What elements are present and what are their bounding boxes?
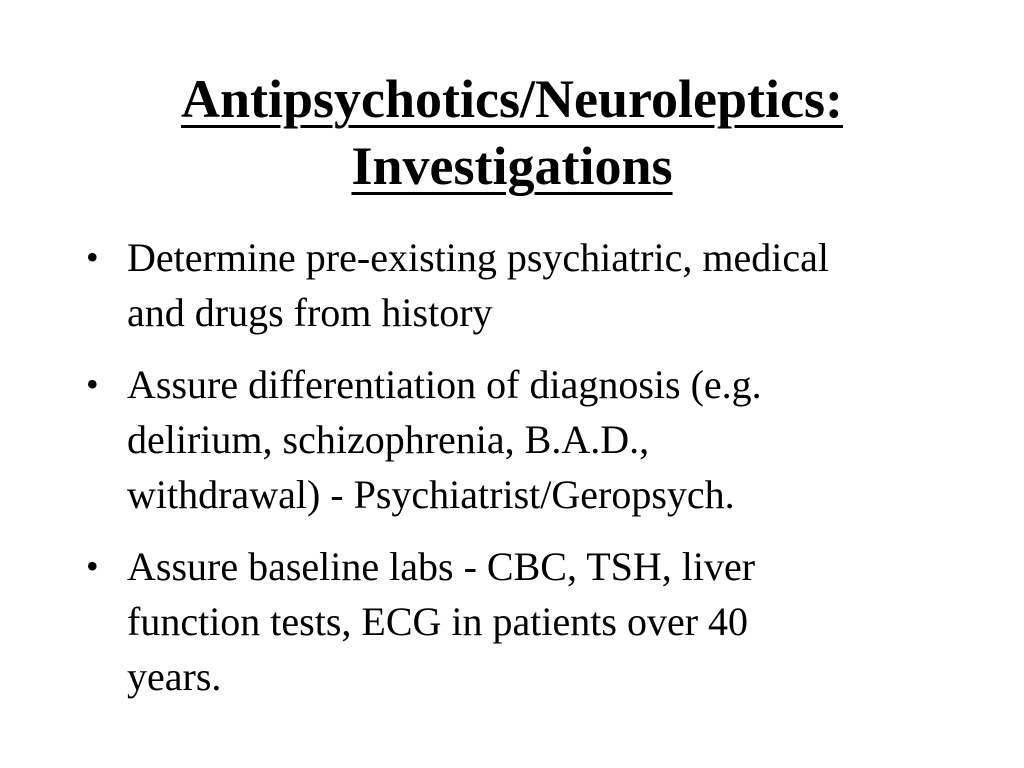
bullet-text-line: Determine pre-existing psychiatric, medical bbox=[127, 235, 829, 280]
bullet-text-line: delirium, schizophrenia, B.A.D., bbox=[127, 417, 650, 462]
bullet-dot-icon: • bbox=[86, 364, 99, 404]
bullet-item bbox=[86, 539, 986, 704]
bullet-text-line: years. bbox=[127, 654, 222, 699]
bullet-list bbox=[86, 230, 986, 721]
slide-title bbox=[0, 66, 1024, 200]
bullet-dot-icon: • bbox=[86, 237, 99, 277]
bullet-text-line: Assure baseline labs - CBC, TSH, liver bbox=[127, 544, 756, 589]
bullet-text-line: Assure differentiation of diagnosis (e.g. bbox=[127, 362, 762, 407]
bullet-dot-icon: • bbox=[86, 546, 99, 586]
slide-title-line-2: Investigations bbox=[351, 136, 673, 196]
bullet-item bbox=[86, 357, 986, 522]
bullet-text-line: and drugs from history bbox=[127, 290, 493, 335]
bullet-text-line: withdrawal) - Psychiatrist/Geropsych. bbox=[127, 472, 735, 517]
bullet-item bbox=[86, 230, 986, 340]
slide-title-line-1: Antipsychotics/Neuroleptics: bbox=[181, 69, 843, 129]
bullet-text-line: function tests, ECG in patients over 40 bbox=[127, 599, 749, 644]
